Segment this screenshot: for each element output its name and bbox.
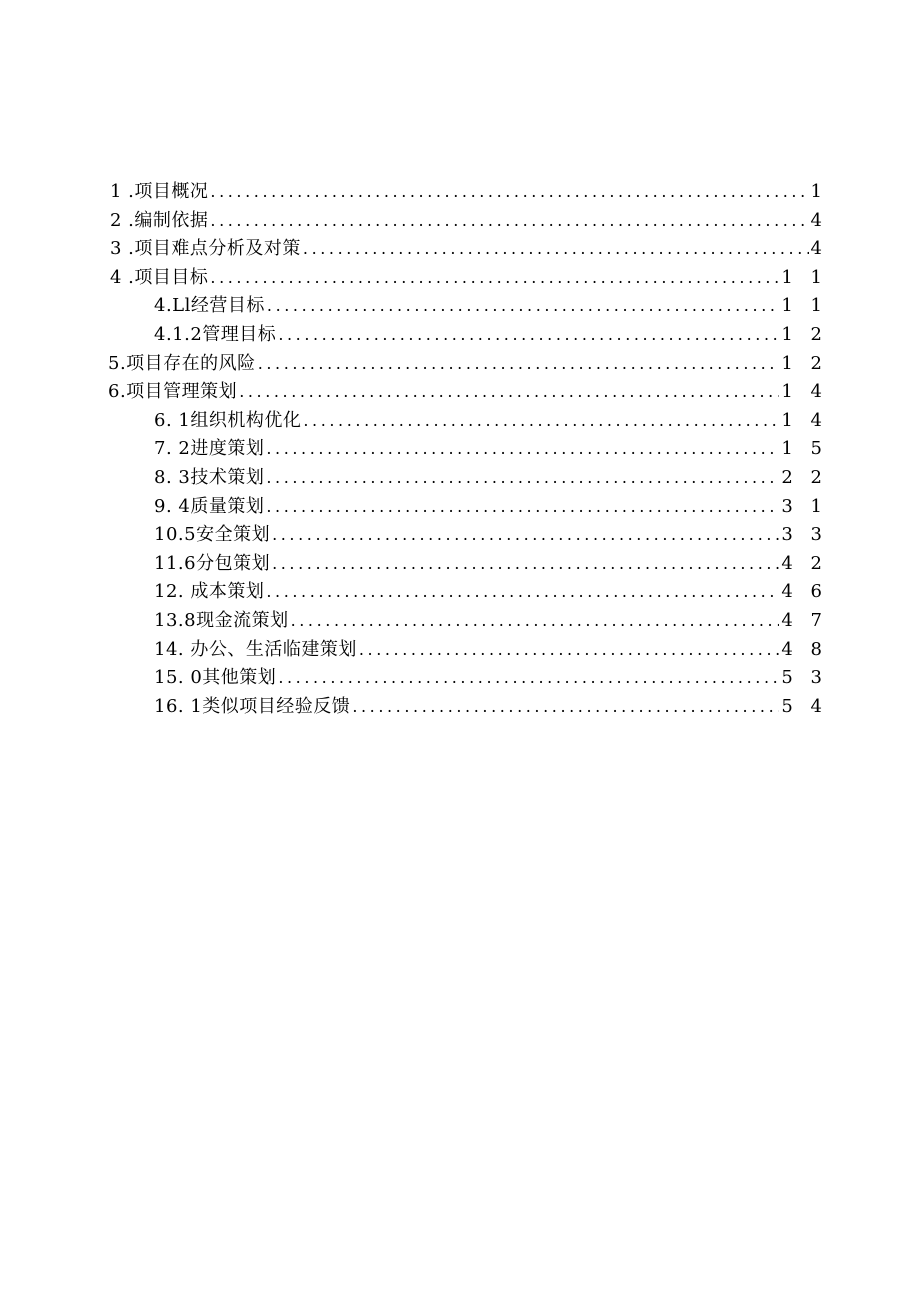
toc-dot-leader — [272, 550, 779, 579]
table-of-contents — [0, 178, 920, 721]
toc-entry-label: 2 .编制依据 — [110, 209, 209, 231]
toc-entry-page: 4 — [810, 209, 828, 231]
toc-entry-page: 1 4 — [781, 409, 828, 431]
toc-entry-page: 5 3 — [781, 667, 828, 689]
toc-entry-page: 2 2 — [781, 466, 828, 488]
toc-dot-leader — [267, 292, 779, 321]
toc-entry[interactable] — [0, 435, 828, 464]
toc-entry-label: 11.6分包策划 — [154, 552, 271, 574]
toc-dot-leader — [266, 435, 779, 464]
toc-entry[interactable] — [0, 607, 828, 636]
toc-entry-label: 1 .项目概况 — [110, 181, 209, 202]
toc-entry[interactable] — [0, 493, 828, 522]
toc-entry[interactable] — [0, 636, 828, 665]
toc-dot-leader — [239, 378, 779, 407]
toc-dot-leader — [272, 521, 779, 550]
toc-dot-leader — [359, 636, 780, 665]
toc-entry-label: 6. 1组织机构优化 — [154, 409, 302, 431]
toc-entry[interactable] — [0, 207, 828, 236]
toc-entry[interactable] — [0, 407, 828, 436]
toc-entry-label: 16. 1类似项目经验反馈 — [154, 695, 351, 717]
toc-dot-leader — [291, 607, 780, 636]
toc-entry-page: 3 3 — [781, 524, 828, 546]
toc-dot-leader — [258, 350, 780, 379]
toc-dot-leader — [278, 321, 779, 350]
toc-entry-page: 4 8 — [781, 638, 828, 660]
toc-dot-leader — [266, 464, 779, 493]
toc-entry[interactable] — [0, 578, 828, 607]
toc-dot-leader — [303, 407, 779, 436]
toc-entry-label: 9. 4质量策划 — [154, 495, 265, 517]
toc-dot-leader — [266, 578, 779, 607]
toc-entry-page: 1 5 — [781, 438, 828, 460]
toc-entry[interactable] — [0, 264, 828, 293]
toc-dot-leader — [210, 264, 779, 293]
toc-entry[interactable] — [0, 664, 828, 693]
toc-dot-leader — [210, 207, 808, 236]
toc-dot-leader — [352, 693, 779, 722]
toc-entry-label: 13.8现金流策划 — [154, 609, 289, 631]
toc-entry-label: 3 .项目难点分析及对策 — [110, 238, 301, 260]
toc-entry-label: 10.5安全策划 — [154, 524, 271, 546]
toc-dot-leader — [303, 235, 809, 264]
toc-dot-leader — [210, 178, 808, 207]
toc-entry-page: 5 4 — [781, 695, 828, 717]
toc-entry-label: 4.Ll经营目标 — [154, 295, 265, 317]
toc-entry-label: 6.项目管理策划 — [108, 381, 238, 403]
toc-entry[interactable] — [0, 464, 828, 493]
toc-entry-page: 4 — [810, 238, 828, 260]
toc-dot-leader — [266, 493, 779, 522]
toc-entry[interactable] — [0, 550, 828, 579]
toc-entry[interactable] — [0, 521, 828, 550]
toc-entry-page: 1 — [810, 181, 828, 202]
toc-entry[interactable] — [0, 693, 828, 722]
toc-entry-page: 1 1 — [781, 295, 828, 317]
toc-entry-page: 1 2 — [781, 352, 828, 374]
toc-entry-label: 4.1.2管理目标 — [154, 323, 277, 345]
toc-entry-label: 12. 成本策划 — [154, 581, 265, 603]
toc-entry[interactable] — [0, 350, 828, 379]
toc-entry-page: 4 7 — [781, 609, 828, 631]
toc-entry[interactable] — [0, 292, 828, 321]
toc-entry[interactable] — [0, 321, 828, 350]
toc-entry[interactable] — [0, 178, 828, 207]
toc-entry[interactable] — [0, 378, 828, 407]
toc-entry-page: 4 2 — [781, 552, 828, 574]
toc-entry-label: 15. 0其他策划 — [154, 667, 277, 689]
toc-entry-label: 7. 2进度策划 — [154, 438, 265, 460]
toc-entry-page: 1 2 — [781, 323, 828, 345]
toc-dot-leader — [278, 664, 779, 693]
toc-entry-page: 1 4 — [781, 381, 828, 403]
toc-entry-label: 14. 办公、生活临建策划 — [154, 638, 357, 660]
toc-entry-label: 5.项目存在的风险 — [108, 352, 256, 374]
toc-entry-label: 8. 3技术策划 — [154, 466, 265, 488]
toc-entry-page: 4 6 — [781, 581, 828, 603]
toc-entry-page: 1 1 — [781, 266, 828, 288]
toc-entry[interactable] — [0, 235, 828, 264]
toc-entry-page: 3 1 — [781, 495, 828, 517]
toc-entry-label: 4 .项目目标 — [110, 266, 209, 288]
